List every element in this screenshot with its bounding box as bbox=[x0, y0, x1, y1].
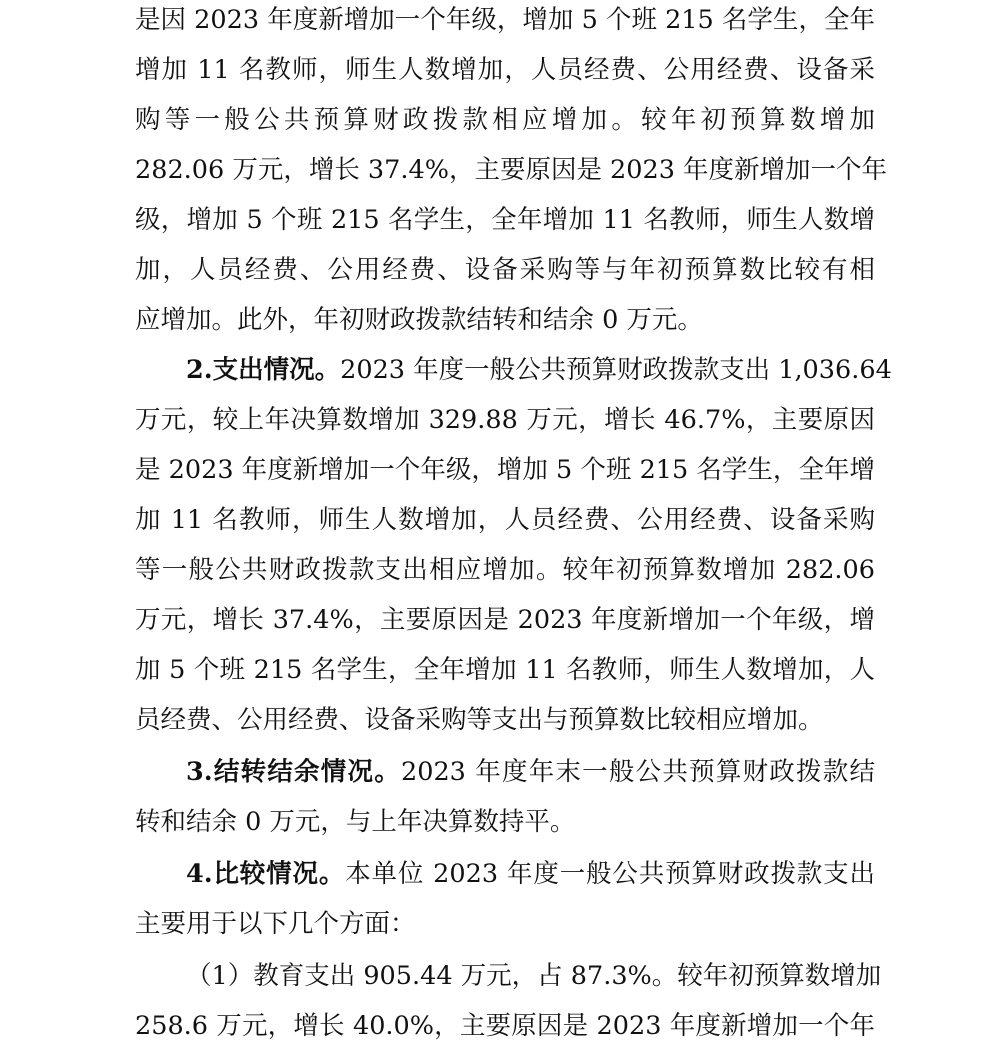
paragraph-line bbox=[135, 100, 875, 140]
section-heading: 2.支出情况。 bbox=[186, 355, 341, 385]
line-text: 本单位 2023 年度一般公共预算财政拨款支出 bbox=[345, 859, 875, 889]
line-text: 2023 年度一般公共预算财政拨款支出 1,036.64 bbox=[340, 355, 892, 385]
paragraph-line bbox=[135, 802, 875, 842]
line-text: 万元，较上年决算数增加 329.88 万元，增长 46.7%，主要原因 bbox=[135, 405, 875, 435]
line-text: 应增加。此外，年初财政拨款结转和结余 0 万元。 bbox=[135, 305, 703, 335]
paragraph-line bbox=[135, 250, 875, 290]
line-text: 增加 11 名教师，师生人数增加，人员经费、公用经费、设备采 bbox=[135, 55, 875, 85]
paragraph-line bbox=[135, 700, 875, 740]
paragraph-line bbox=[135, 150, 888, 190]
paragraph-line bbox=[135, 400, 875, 440]
paragraph-line bbox=[135, 904, 875, 944]
line-text: 加，人员经费、公用经费、设备采购等与年初预算数比较有相 bbox=[135, 255, 875, 285]
paragraph-line bbox=[135, 1006, 875, 1046]
line-text: 级，增加 5 个班 215 名学生，全年增加 11 名教师，师生人数增 bbox=[135, 205, 875, 235]
line-text: 是 2023 年度新增加一个年级，增加 5 个班 215 名学生，全年增 bbox=[135, 455, 875, 485]
line-text: 加 5 个班 215 名学生，全年增加 11 名教师，师生人数增加，人 bbox=[135, 655, 875, 685]
paragraph-line bbox=[135, 0, 875, 40]
subsection-line bbox=[186, 956, 882, 996]
line-text: 主要用于以下几个方面： bbox=[135, 909, 416, 939]
line-text: 282.06 万元，增长 37.4%，主要原因是 2023 年度新增加一个年 bbox=[135, 155, 888, 185]
line-text: 万元，增长 37.4%，主要原因是 2023 年度新增加一个年级，增 bbox=[135, 605, 875, 635]
line-text: 是因 2023 年度新增加一个年级，增加 5 个班 215 名学生，全年 bbox=[135, 5, 875, 35]
paragraph-line bbox=[135, 50, 875, 90]
paragraph-line bbox=[135, 450, 875, 490]
section-heading: 3.结转结余情况。 bbox=[186, 757, 401, 787]
line-text: 258.6 万元，增长 40.0%，主要原因是 2023 年度新增加一个年 bbox=[135, 1011, 875, 1041]
line-text: （1）教育支出 905.44 万元，占 87.3%。较年初预算数增加 bbox=[186, 961, 882, 991]
section-heading-line bbox=[186, 350, 892, 390]
line-text: 转和结余 0 万元，与上年决算数持平。 bbox=[135, 807, 576, 837]
paragraph-line bbox=[135, 600, 875, 640]
section-heading: 4.比较情况。 bbox=[186, 859, 346, 889]
section-heading-line bbox=[186, 752, 875, 792]
paragraph-line bbox=[135, 500, 875, 540]
line-text: 购等一般公共预算财政拨款相应增加。较年初预算数增加 bbox=[135, 105, 875, 135]
line-text: 加 11 名教师，师生人数增加，人员经费、公用经费、设备采购 bbox=[135, 505, 875, 535]
section-heading-line bbox=[186, 854, 875, 894]
paragraph-line bbox=[135, 300, 875, 340]
paragraph-line bbox=[135, 550, 875, 590]
paragraph-line bbox=[135, 200, 875, 240]
line-text: 员经费、公用经费、设备采购等支出与预算数比较相应增加。 bbox=[135, 705, 824, 735]
line-text: 等一般公共财政拨款支出相应增加。较年初预算数增加 282.06 bbox=[135, 555, 875, 585]
paragraph-line bbox=[135, 650, 875, 690]
line-text: 2023 年度年末一般公共预算财政拨款结 bbox=[401, 757, 875, 787]
